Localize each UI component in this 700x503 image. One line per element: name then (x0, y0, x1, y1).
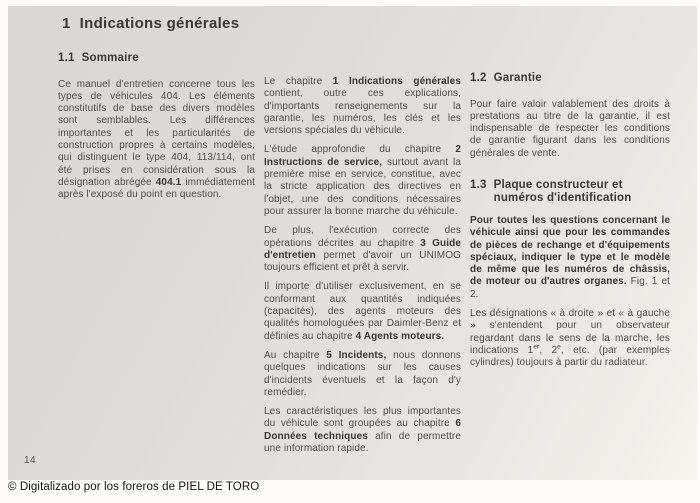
section-heading-text: Garantie (493, 72, 542, 84)
section-heading-garantie (470, 72, 670, 86)
section-heading-text: Plaque constructeur et numéros d'identification (493, 178, 632, 205)
paragraph-plaque-2: Les désignations « à droite » et « à gauche » s'entendent pour un observateur regardant dans le sens de la marche, les indications 1er, 2e, etc. (par exemples cylindres) toujours à partir du radiateur. (470, 308, 670, 369)
chapter-number: 1 (62, 15, 71, 32)
section-number: 1.3 (470, 178, 487, 191)
paragraph-chapitre-4: Il importe d'utiliser exclusivement, en se conformant aux quantités indiquées (capacités), des agents moteurs des qualités homologuées par Daimler-Benz et définies au chapitre 4 Agents moteurs. (264, 281, 461, 342)
section-number: 1.2 (470, 72, 487, 84)
page-number: 14 (24, 455, 37, 466)
paragraph-chapitre-3: De plus, l'exécution correcte des opérations décrites au chapitre 3 Guide d'entretien permet d'avoir un UNIMOG toujours efficient et prêt à servir. (264, 225, 462, 274)
paragraph-chapitre-1: Le chapitre 1 Indications générales contient, outre ces explications, d'importants renseignements sur la garantie, les numéros, les clés et les versions spéciales du véhicule. (264, 76, 461, 137)
section-heading-sommaire (58, 52, 255, 66)
paragraph-chapitre-2: L'étude approfondie du chapitre 2 Instructions de service, surtout avant la première mise en service, constitue, avec la stricte application des directives en l'objet, une des conditions nécessaires pour assurer la bonne marche du véhicule. (264, 144, 461, 217)
chapter-title (62, 15, 239, 32)
paragraph-chapitre-6: Les caractéristiques les plus importantes du véhicule sont groupées au chapitre 6 Données techniques afin de permettre une information rapide. (264, 406, 461, 455)
section-number: 1.1 (58, 52, 75, 64)
chapter-title-text: Indications générales (79, 15, 240, 32)
column-left (58, 52, 255, 201)
column-middle (264, 76, 461, 455)
column-right (470, 72, 670, 370)
paragraph-sommaire: Ce manuel d'entretien concerne tous les types de véhicules 404. Les éléments constitutifs de base des divers modèles sont semblables. Les différences importantes et les particularités de construction propres à certains modèles, qui distinguent le type 404, 113/114, ont été prises en considération sous la désignation abrégée 404.1 immédiatement après l'exposé du point en question. (58, 78, 255, 201)
paragraph-garantie: Pour faire valoir valablement des droits à prestations au titre de la garantie, il est indispensable de respecter les conditions de garantie figurant dans les conditions générales de vente. (470, 98, 670, 159)
paragraph-plaque-1: Pour toutes les questions concernant le véhicule ainsi que pour les commandes de pièces de rechange et d'équipements spéciaux, indiquer le type et le modèle de même que les numéros de châssis, de moteur ou d'autres organes. Fig. 1 et 2. (470, 214, 670, 300)
section-heading-plaque (470, 179, 670, 206)
paragraph-chapitre-5: Au chapitre 5 Incidents, nous donnons quelques indications sur les causes d'incidents éventuels et la façon d'y remédier. (264, 349, 461, 398)
section-heading-text: Sommaire (81, 52, 139, 64)
manual-page (8, 6, 697, 480)
watermark-credit: © Digitalizado por los foreros de PIEL DE TORO (8, 481, 260, 493)
